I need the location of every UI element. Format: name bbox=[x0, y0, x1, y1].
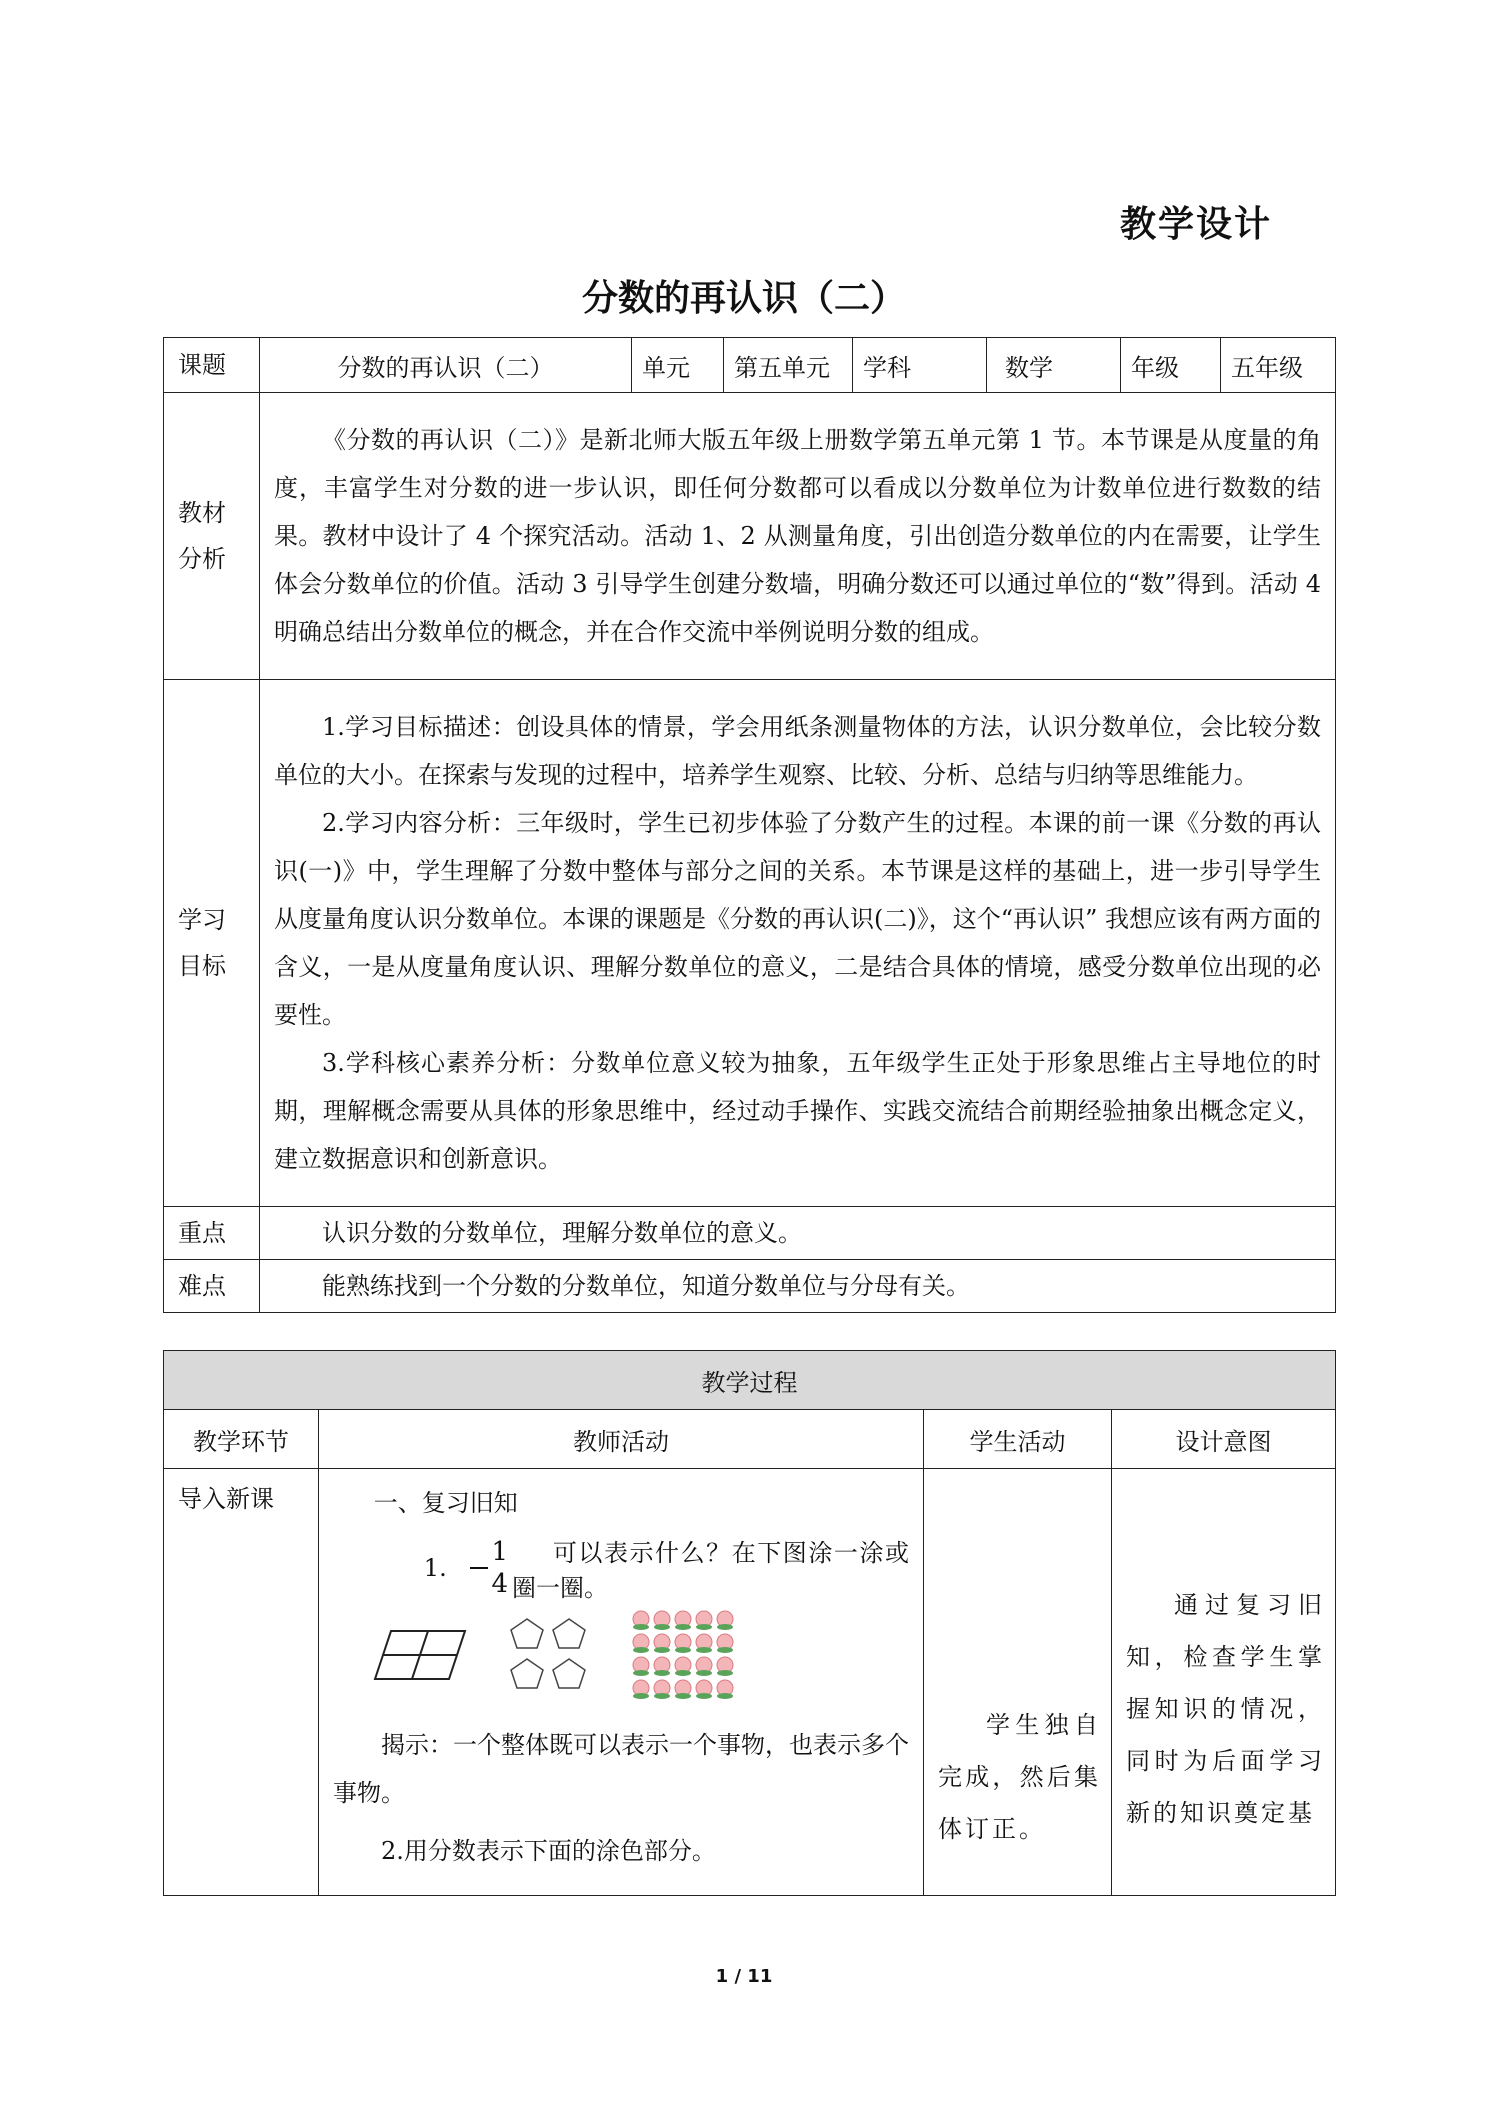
col-teacher: 教师活动 bbox=[319, 1410, 924, 1469]
peach-leaf-icon bbox=[696, 1624, 712, 1630]
peach-leaf-icon bbox=[633, 1670, 649, 1676]
learning-objectives bbox=[260, 680, 1336, 1207]
key-point: 认识分数的分数单位，理解分数单位的意义。 bbox=[260, 1207, 1336, 1260]
keti-label: 课题 bbox=[164, 338, 260, 393]
jiaocai-analysis bbox=[260, 393, 1336, 680]
teacher-activity bbox=[319, 1469, 924, 1896]
peach-leaf-icon bbox=[654, 1693, 670, 1699]
document-title: 分数的再认识（二） bbox=[581, 278, 906, 319]
peach-leaf-icon bbox=[717, 1670, 733, 1676]
review-title: 一、复习旧知 bbox=[373, 1489, 518, 1517]
peaches-figure bbox=[631, 1608, 737, 1702]
peach-leaf-icon bbox=[717, 1624, 733, 1630]
col-intent: 设计意图 bbox=[1112, 1410, 1336, 1469]
figure-row bbox=[333, 1603, 909, 1707]
nianji-value: 五年级 bbox=[1221, 338, 1336, 393]
mubiao-label: 学习 目标 bbox=[164, 680, 260, 1207]
peach-leaf-icon bbox=[654, 1647, 670, 1653]
nandian-label: 难点 bbox=[164, 1260, 260, 1313]
lesson-info-table bbox=[163, 337, 1336, 1313]
page-number: 1 / 11 bbox=[715, 1966, 773, 1987]
peach-leaf-icon bbox=[717, 1647, 733, 1653]
question-1: 1. $\frac{1}{4}$ 可以表示什么？在下图涂一涂或圈一圈。 bbox=[423, 1537, 909, 1602]
peach-leaf-icon bbox=[675, 1647, 691, 1653]
peach-leaf-icon bbox=[654, 1624, 670, 1630]
col-student: 学生活动 bbox=[924, 1410, 1112, 1469]
student-activity: 学生独自完成，然后集体订正。 bbox=[924, 1469, 1112, 1896]
peach-leaf-icon bbox=[675, 1693, 691, 1699]
stage-cell: 导入新课 bbox=[164, 1469, 319, 1896]
peach-leaf-icon bbox=[633, 1624, 649, 1630]
jiaocai-label: 教材 分析 bbox=[164, 393, 260, 680]
objective-3: 3.学科核心素养分析：分数单位意义较为抽象，五年级学生正处于形象思维占主导地位的时期，理解概念需要从具体的形象思维中，经过动手操作、实践交流结合前期经验抽象出概念定义，建立数据意识和创新意识。 bbox=[274, 1049, 1321, 1173]
difficult-point: 能熟练找到一个分数的分数单位，知道分数单位与分母有关。 bbox=[260, 1260, 1336, 1313]
process-header: 教学过程 bbox=[164, 1351, 1336, 1410]
parallelogram-grid-figure bbox=[373, 1629, 467, 1681]
peach-leaf-icon bbox=[633, 1693, 649, 1699]
fraction-one-quarter: $\frac{1}{4}$ bbox=[451, 1537, 508, 1599]
jiaocai-text: 《分数的再认识（二）》是新北师大版五年级上册数学第五单元第 1 节。本节课是从度量的角度，丰富学生对分数的进一步认识，即任何分数都可以看成以分数单位为计数单位进行数数的结果。教材中设计了 4 个探究活动。活动 1、2 从测量角度，引出创造分数单位的内在需要，让学生体会分数单位的价值。活动 3 引导学生创建分数墙，明确分数还可以通过单位的“数”得到。活动 4 明确总结出分数单位的概念，并在合作交流中举例说明分数的组成。 bbox=[274, 426, 1321, 646]
objective-2: 2.学习内容分析：三年级时，学生已初步体验了分数产生的过程。本课的前一课《分数的再认识(一)》中，学生理解了分数中整体与部分之间的关系。本节课是这样的基础上，进一步引导学生从度量角度认识分数单位。本课的课题是《分数的再认识(二)》，这个“再认识” 我想应该有两方面的含义，一是从度量角度认识、理解分数单位的意义，二是结合具体的情境，感受分数单位出现的必要性。 bbox=[274, 809, 1321, 1029]
peach-leaf-icon bbox=[654, 1670, 670, 1676]
objective-1: 1.学习目标描述：创设具体的情景，学会用纸条测量物体的方法，认识分数单位，会比较分数单位的大小。在探索与发现的过程中，培养学生观察、比较、分析、总结与归纳等思维能力。 bbox=[274, 713, 1321, 789]
peach-leaf-icon bbox=[633, 1647, 649, 1653]
pentagons-figure bbox=[507, 1613, 591, 1697]
peach-leaf-icon bbox=[675, 1624, 691, 1630]
keti-value: 分数的再认识（二） bbox=[260, 338, 632, 393]
danyuan-value: 第五单元 bbox=[724, 338, 853, 393]
peach-leaf-icon bbox=[717, 1693, 733, 1699]
design-intent: 通过复习旧知，检查学生掌握知识的情况，同时为后面学习新的知识奠定基 bbox=[1112, 1469, 1336, 1896]
peach-leaf-icon bbox=[696, 1693, 712, 1699]
document-header: 教学设计 bbox=[1120, 204, 1273, 245]
reveal-text: 揭示：一个整体既可以表示一个事物，也表示多个事物。 bbox=[333, 1731, 909, 1807]
xueke-value: 数学 bbox=[987, 338, 1121, 393]
xueke-label: 学科 bbox=[853, 338, 987, 393]
peach-leaf-icon bbox=[696, 1647, 712, 1653]
peach-leaf-icon bbox=[675, 1670, 691, 1676]
danyuan-label: 单元 bbox=[632, 338, 724, 393]
nianji-label: 年级 bbox=[1121, 338, 1221, 393]
zhongdian-label: 重点 bbox=[164, 1207, 260, 1260]
teaching-process-table bbox=[163, 1350, 1336, 1896]
question-2: 2.用分数表示下面的涂色部分。 bbox=[381, 1837, 716, 1865]
peach-leaf-icon bbox=[696, 1670, 712, 1676]
col-stage: 教学环节 bbox=[164, 1410, 319, 1469]
